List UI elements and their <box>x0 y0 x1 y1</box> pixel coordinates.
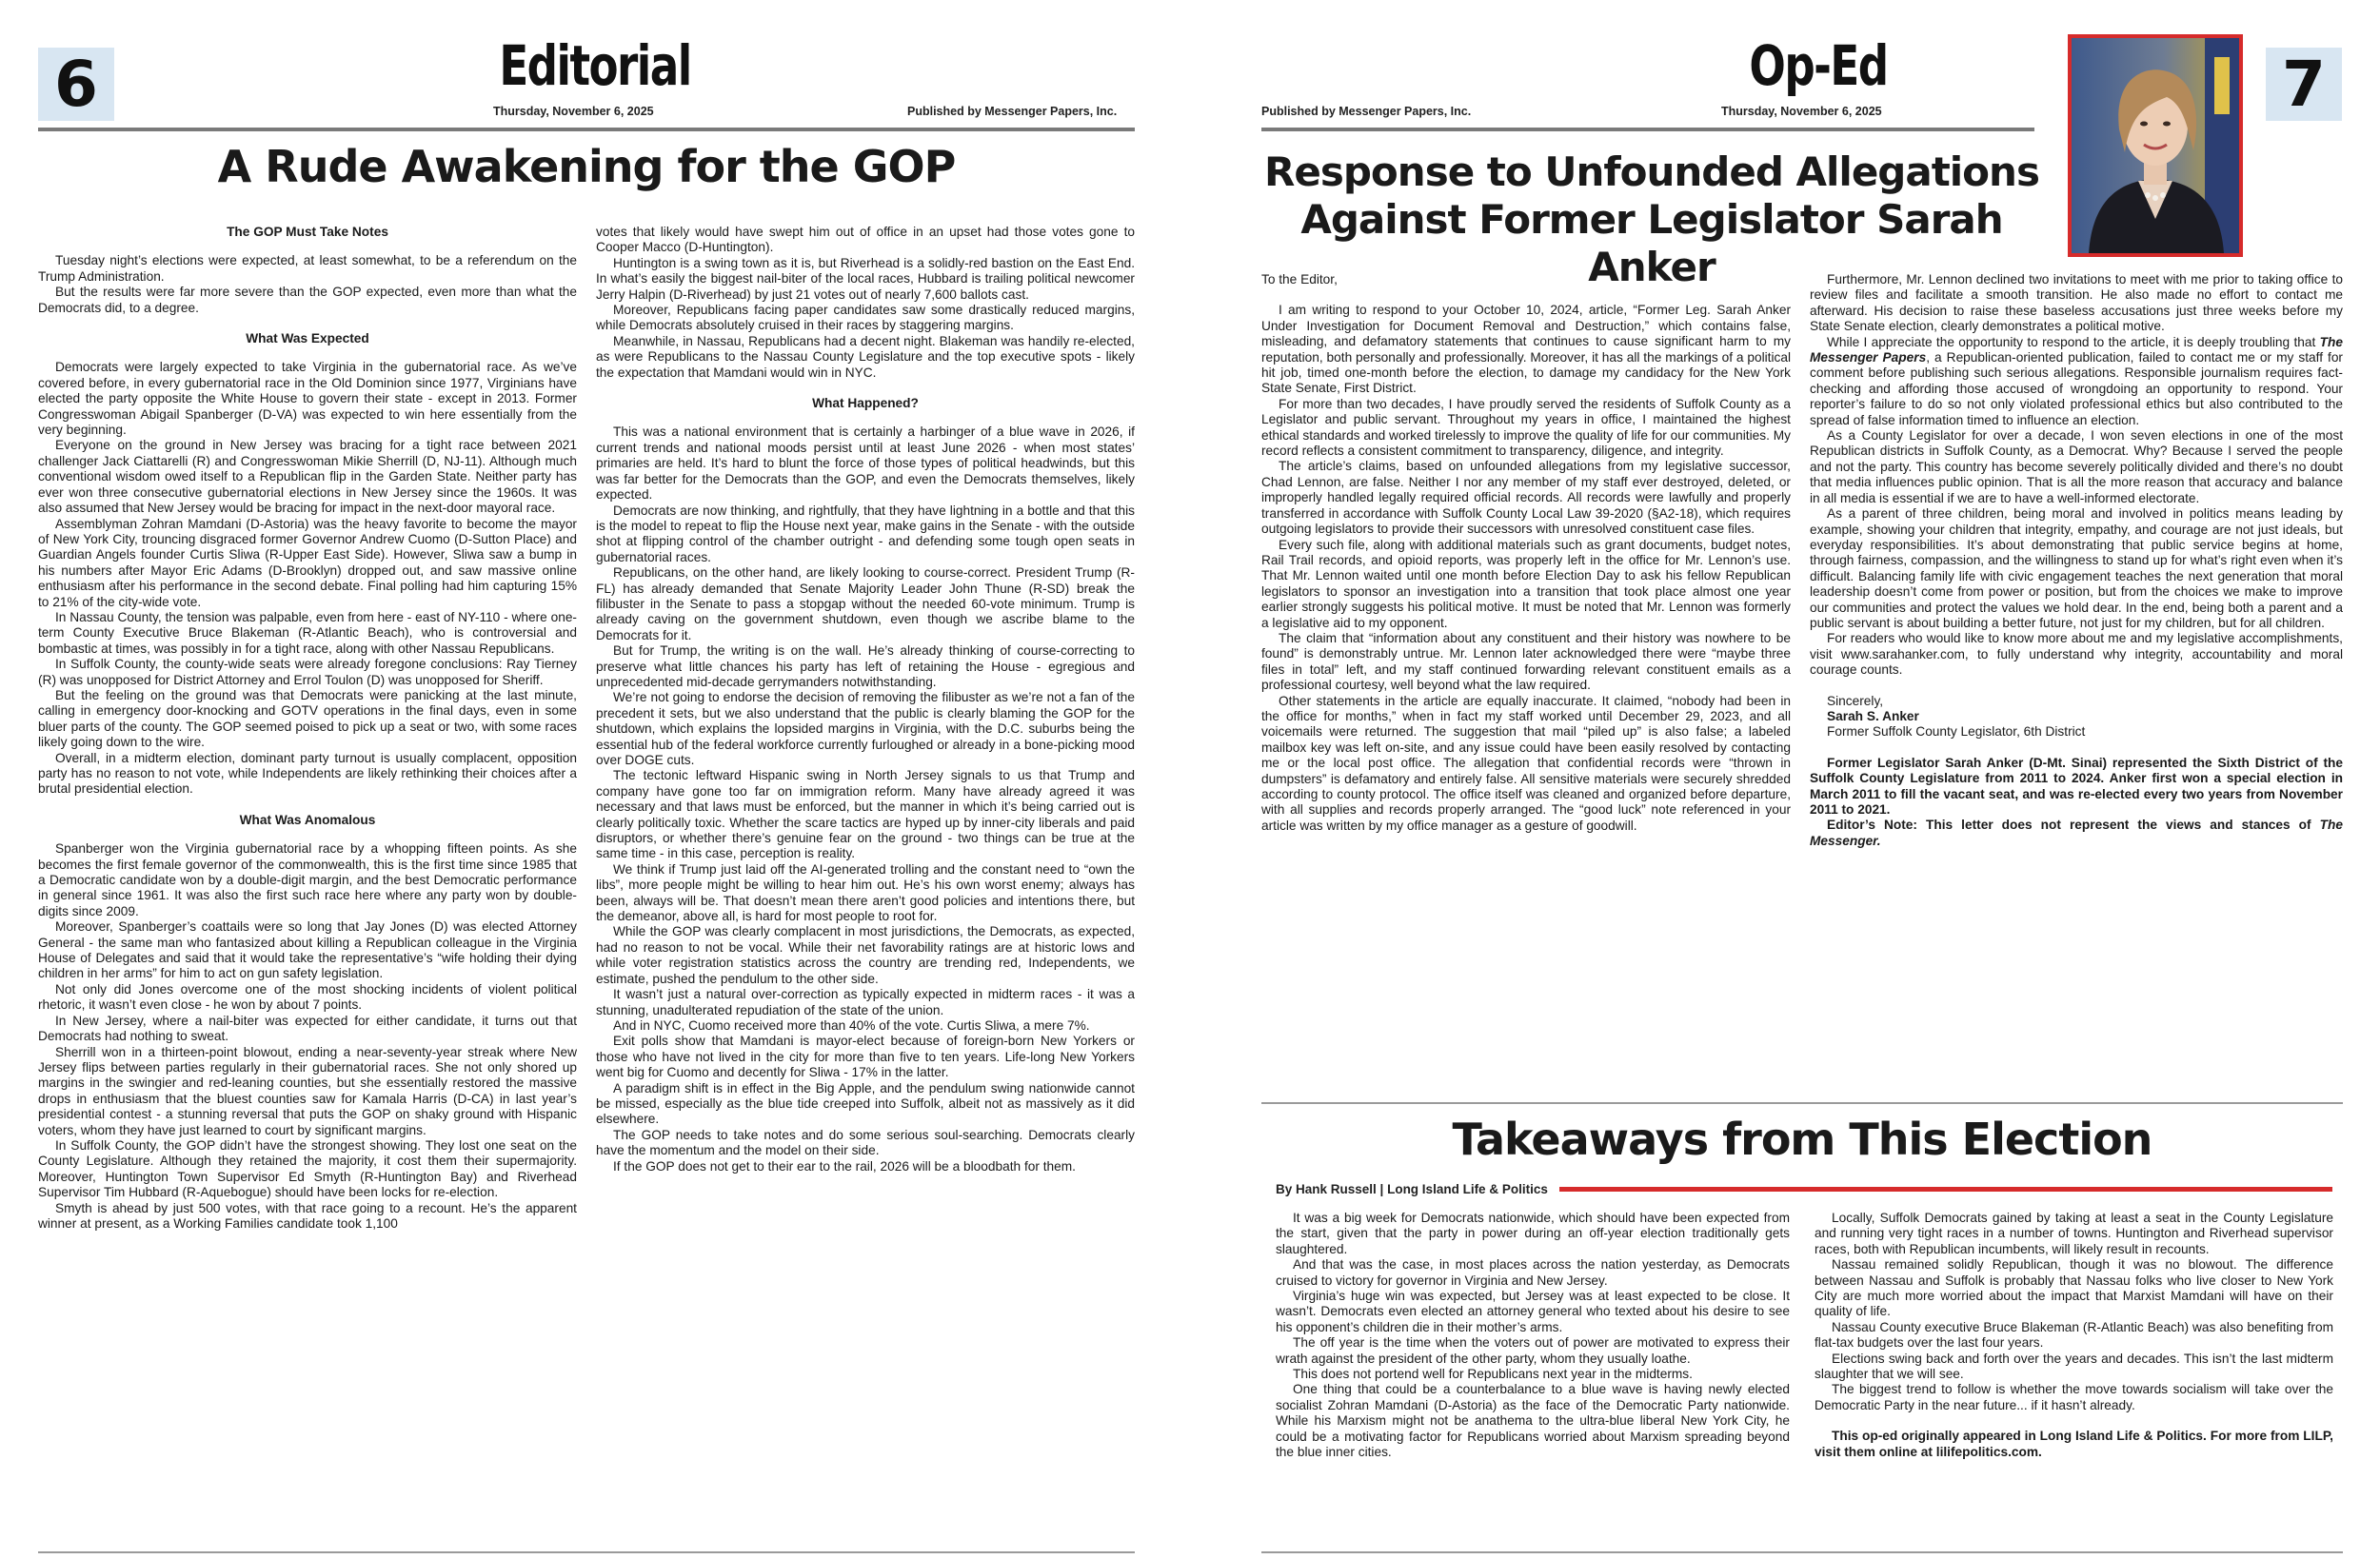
byline-accent-bar <box>1559 1187 2332 1192</box>
footer-rule <box>1261 1551 2343 1553</box>
text-run: Editor’s Note: This letter does not represent the views and stances of <box>1827 818 2320 833</box>
paragraph: For more than two decades, I have proudly served the residents of Suffolk County as a Legislator and public servant. Throughout my years in office, I maintained the highest ethical standards and worked tirelessly to improve the quality of life for our communities. My record reflects a consistent commitment to transparency, diligence, and integrity. <box>1261 396 1791 459</box>
paragraph: While the GOP was clearly complacent in most jurisdictions, the Democrats, as expected, had no reason to not be vocal. While their net favorability ratings are at historic lows and while voter registration statistics across the country are trending red, Independents, we estimate, pushed the pendulum to the other side. <box>596 924 1135 986</box>
letter-column-1 <box>1261 272 1791 1091</box>
letter-column-2 <box>1810 272 2343 1091</box>
paragraph: Not only did Jones overcome one of the most shocking incidents of violent political rhetoric, it wasn’t even close - he won by about 7 points. <box>38 981 577 1013</box>
paragraph: votes that likely would have swept him out of office in an upset had those votes gone to Cooper Macco (D-Huntington). <box>596 225 1135 255</box>
paragraph-gap <box>1815 1413 2333 1429</box>
paragraph-gap <box>1810 679 2343 694</box>
paragraph: To the Editor, <box>1261 272 1338 286</box>
paragraph: The article’s claims, based on unfounded allegations from my legislative successor, Chad Lennon, are false. Neither I nor any member of my staff ever destroyed, deleted, or improperly handled legally required official records. All records were lawfully and properly transferred in accordance with Suffolk County Local Law 39-2020 (§A2-18), which requires outgoing legislators to provide their successors with unresolved constituent case files. <box>1261 459 1791 537</box>
section-title: Editorial <box>499 33 691 98</box>
paragraph: I am writing to respond to your October 10, 2024, article, “Former Leg. Sarah Anker Under Investigation for Document Removal and Destruction,” which contains false, misleading, and defamatory statements that continues to cause significant harm to my reputation, both personally and professionally. Moreover, it has all the markings of a political hit job, timed one-month before the election, to damage my candidacy for the New York State Senate, First District. <box>1261 303 1791 396</box>
page-number: 6 <box>54 48 98 121</box>
subheading: What Was Anomalous <box>239 812 376 827</box>
bold-paragraph: Sarah S. Anker <box>1827 708 1919 723</box>
paragraph: For readers who would like to know more about me and my legislative accomplishments, visit www.sarahanker.com, to fully understand why integrity, accountability and moral courage counts. <box>1810 631 2343 678</box>
publisher-line: Published by Messenger Papers, Inc. <box>907 105 1118 118</box>
paragraph <box>1810 335 2343 428</box>
paragraph: But for Trump, the writing is on the wall. He’s already thinking of course-correcting to preserve what little chances his party has left of retaining the House - egregious and unprecedented mid-decade gerrymanders notwithstanding. <box>596 643 1135 689</box>
paragraph: Tuesday night’s elections were expected, at least somewhat, to be a referendum on the Trump Administration. <box>38 253 577 284</box>
issue-date: Thursday, November 6, 2025 <box>493 105 654 118</box>
portrait-icon <box>2072 38 2239 253</box>
paragraph: If the GOP does not get to their ear to the rail, 2026 will be a bloodbath for them. <box>613 1158 1076 1174</box>
paragraph: Other statements in the article are equally inaccurate. It claimed, “nobody had been in the office for months,” when in fact my staff worked until December 29, 2023, and all voicemails were returned. The suggestion that mail “piled up” is also false; a labeled mailbox key was left on-site, and any issue could have been easily resolved by contacting me or the local post office. The allegation that confidential records were “thrown in dumpsters” is defamatory and entirely false. All sensitive materials were securely shredded according to county protocol. The office itself was cleaned and organized before departure, with all supplies and records properly arranged. The “good luck” note referenced in your article was written by my office manager as a gesture of goodwill. <box>1261 693 1791 833</box>
paragraph: Meanwhile, in Nassau, Republicans had a decent night. Blakeman was handily re-elected, as were Republicans to the Nassau County Legislature and the top executive spots - likely the expectation that Mamdani would win in NYC. <box>596 333 1135 380</box>
text-run: , a Republican-oriented publication, failed to contact me or my staff for comment before publishing such serious allegations. Responsible journalism requires fact-checking and affording those accused of wrongdoing an opportunity to respond. Your reporter’s failure to do so not only violated professional ethics but also contributed to the spread of false information timed to influence an election. <box>1810 350 2343 427</box>
paragraph: In Nassau County, the tension was palpable, even from here - east of NY-110 - where one-term County Executive Bruce Blakeman (R-Atlantic Beach), who is controversial and bombastic at times, was possibly in for a tight race, along with other Nassau Republicans. <box>38 609 577 656</box>
paragraph-gap <box>1261 287 1791 303</box>
paragraph: Everyone on the ground in New Jersey was bracing for a tight race between 2021 challenger Jack Ciattarelli (R) and Congresswoman Mikie Sherrill (D, NJ-11). Although much conventional wisdom owed itself to a Republican flip in the Garden State. Neither party has ever won three consecutive gubernatorial elections in New Jersey since the 1960s. It was also assumed that New Jersey would be bracing for impact in the next-door mayoral race. <box>38 438 577 516</box>
op-ed-headline <box>1261 148 2042 291</box>
paragraph: Overall, in a midterm election, dominant party turnout is usually complacent, opposition party has no reason to not vote, while Independents are likely rethinking their choices after a brutal presidential election. <box>38 750 577 797</box>
paragraph: The off year is the time when the voters out of power are motivated to express their wrath against the president of the other party, whom they usually loathe. <box>1276 1335 1790 1366</box>
paragraph: Sincerely, <box>1827 693 1884 708</box>
paragraph: Nassau County executive Bruce Blakeman (R-Atlantic Beach) was also benefiting from flat-tax budgets over the last four years. <box>1815 1319 2333 1351</box>
section-divider-rule <box>1261 1102 2343 1104</box>
paragraph: The tectonic leftward Hispanic swing in North Jersey signals to us that Trump and company have gone too far on immigration reform. Many have already agreed it was necessary and that laws must be enforced, but the manner in which it’s being carried out is clearly politically toxic. Whether the scare tactics are hyped up by inner-city liberals and paid disruptors, or whether there’s genuine fear on the ground - two things can be true at the same time - in this case, perception is reality. <box>596 768 1135 861</box>
bold-paragraph: Former Legislator Sarah Anker (D-Mt. Sinai) represented the Sixth District of the Suffolk County Legislature from 2011 to 2024. Anker first won a special election in March 2011 to fill the vacant seat, and was re-elected every two years from November 2011 to 2021. <box>1810 755 2343 817</box>
paragraph: It was a big week for Democrats nationwide, which should have been expected from the start, given that the party in power during an off-year election traditionally gets slaughtered. <box>1276 1211 1790 1256</box>
paragraph: One thing that could be a counterbalance to a blue wave is having newly elected socialist Zohran Mamdani (D-Astoria) as the face of the Democratic Party nationwide. While his Marxism might not be anathema to the ultra-blue liberal New York City, he could be a motivating factor for Republicans worried about Marxism spreading beyond the blue inner cities. <box>1276 1382 1790 1460</box>
paragraph: In New Jersey, where a nail-biter was expected for either candidate, it turns out that Democrats had nothing to sweat. <box>38 1013 577 1044</box>
paragraph: Moreover, Spanberger’s coattails were so long that Jay Jones (D) was elected Attorney General - the same man who fantasized about killing a Republican colleague in the Virginia House of Delegates and said that it would take the representative’s “wife holding their dying children in her arms” for him to act on gun safety legislation. <box>38 919 577 981</box>
paragraph: As a parent of three children, being moral and involved in politics means leading by example, showing your children that integrity, empathy, and courage are not just ideals, but everyday responsibilities. It’s about demonstrating that public service begins at home, through fairness, compassion, and the willingness to stand up for what’s right even when it’s difficult. Balancing family life with civic engagement teaches the next generation that moral leadership doesn’t come from power or position, but from the choices we make to improve our communities and protect the values we hold dear. In the end, being both a parent and a public servant is about building a better future, not just for my children, but for all children. <box>1810 506 2343 630</box>
paragraph-gap <box>1810 740 2343 756</box>
paragraph: Furthermore, Mr. Lennon declined two invitations to meet with me prior to taking office to review files and facilitate a smooth transition. He also made no effort to contact me afterward. His decision to raise these baseless accusations just three weeks before my State Senate election, clearly demonstrates a political motive. <box>1810 272 2343 334</box>
editorial-headline: A Rude Awakening for the GOP <box>217 141 956 192</box>
byline-row <box>1276 1182 2332 1196</box>
takeaways-headline: Takeaways from This Election <box>1452 1114 2152 1165</box>
paragraph: Democrats were largely expected to take Virginia in the gubernatorial race. As we’ve covered before, in every gubernatorial race in the Old Dominion since 1977, Virginians have elected the party opposite the White House to govern their state - except in 2013. Former Congresswoman Abigail Spanberger (D-VA) was expected to win here essentially from the very beginning. <box>38 360 577 438</box>
paragraph: But the results were far more severe than the GOP expected, even more than what the Democrats did, to a degree. <box>38 285 577 315</box>
paragraph: This does not portend well for Republicans next year in the midterms. <box>1293 1367 1693 1382</box>
paragraph: Nassau remained solidly Republican, though it was no blowout. The difference between Nassau and Suffolk is probably that Nassau folks who live closer to New York City are much more worried about the impact that Marxist Mamdani will have on their quality of life. <box>1815 1257 2333 1319</box>
paragraph: Sherrill won in a thirteen-point blowout, ending a near-seventy-year streak where New Jersey flips between parties regularly in their gubernatorial races. She not only shored up margins in the swingier and red-leaning counties, but she essentially restored the massive drops in enthusiasm that the bluest counties saw for Kamala Harris (D-CA) in last year’s presidential contest - a stunning reversal that puts the GOP on shaky ground with Hispanic voters, whom they have just learned to court by significant margins. <box>38 1044 577 1137</box>
paragraph: And in NYC, Cuomo received more than 40% of the vote. Curtis Sliwa, a mere 7%. <box>613 1017 1090 1033</box>
editorial-column-1 <box>38 225 577 1462</box>
bold-paragraph: This op-ed originally appeared in Long Island Life & Politics. For more from LILP, visit them online at lilifepolitics.com. <box>1815 1429 2333 1459</box>
paragraph: Former Suffolk County Legislator, 6th District <box>1827 724 2086 740</box>
paragraph: In Suffolk County, the county-wide seats were already foregone conclusions: Ray Tierney (R) was unopposed for District Attorney and Errol Toulon (D) was unopposed for Sheriff. <box>38 657 577 687</box>
subheading: What Happened? <box>812 396 919 411</box>
masthead-rule <box>1261 128 2034 131</box>
paragraph: The claim that “information about any constituent and their history was nowhere to be found” is demonstrably untrue. Mr. Lennon later acknowledged there were “maybe three files in total” left, and my staff continued forwarding relevant constituent emails as a professional courtesy, well beyond what the law required. <box>1261 630 1791 693</box>
publisher-line: Published by Messenger Papers, Inc. <box>1261 105 1472 118</box>
paragraph: Exit polls show that Mamdani is mayor-elect because of foreign-born New Yorkers or those who have not lived in the city for more than five to ten years. Life-long New Yorkers went big for Cuomo and decently for Sliwa - 17% in the latter. <box>596 1034 1135 1080</box>
paragraph: Spanberger won the Virginia gubernatorial race by a whopping fifteen points. As she becomes the first female governor of the commonwealth, this is the first time since 1985 that a Democratic candidate won by a double-digit margin, and the best Democratic performance in general since 1961. It was also the first such race here where any party won by double-digits since 2009. <box>38 841 577 918</box>
paragraph: And that was the case, in most places across the nation yesterday, as Democrats cruised to victory for governor in Virginia and New Jersey. <box>1276 1257 1790 1288</box>
paragraph: The biggest trend to follow is whether the move towards socialism will take over the Democratic Party in the near future... if it hasn’t already. <box>1815 1382 2333 1412</box>
paragraph: Smyth is ahead by just 500 votes, with that race going to a recount. He’s the apparent winner at present, as a Working Families candidate took 1,100 <box>38 1200 577 1231</box>
headline-line-1: Response to Unfounded Allegations <box>1264 148 2039 195</box>
issue-date: Thursday, November 6, 2025 <box>1721 105 1882 118</box>
paragraph: The GOP needs to take notes and do some serious soul-searching. Democrats clearly have the momentum and the model on their side. <box>596 1127 1135 1158</box>
paragraph: This was a national environment that is certainly a harbinger of a blue wave in 2026, if current trends and national moods persist until at least June 2026 - when most states’ primaries are held. It’s hard to blunt the force of those types of political headwinds, but this was far better for the Democrats than the GOP, and even the Democrats themselves, likely expected. <box>596 424 1135 503</box>
paragraph: We’re not going to endorse the decision of removing the filibuster as we’re not a fan of the precedent it sets, but we also understand that the public is clearly blaming the GOP for the shutdown, which explains the lopsided margins in Virginia, with the D.C. suburbs being the essential hub of the federal workforce currently furloughed or already in a bone-picking mood over DOGE cuts. <box>596 690 1135 767</box>
page-number-box <box>38 48 114 121</box>
paragraph: Virginia’s huge win was expected, but Jersey was at least expected to be close. It wasn’t. Democrats even elected an attorney general who texted about his desire to see his opponent’s children die in their mother’s arms. <box>1276 1289 1790 1334</box>
paragraph: Moreover, Republicans facing paper candidates saw some drastically reduced margins, while Democrats absolutely cruised in their races by staggering margins. <box>596 303 1135 333</box>
byline: By Hank Russell | Long Island Life & Politics <box>1276 1182 1548 1196</box>
takeaways-column-2 <box>1815 1211 2333 1544</box>
masthead-rule <box>38 128 1135 131</box>
page-number-box <box>2266 48 2342 121</box>
section-title: Op-Ed <box>1749 33 1888 98</box>
paragraph: A paradigm shift is in effect in the Big Apple, and the pendulum swing nationwide cannot be missed, especially as the blue tide creeped into Suffolk, albeit not as massively as it did elsewhere. <box>596 1080 1135 1127</box>
publication-name: The Messenger. <box>1810 818 2343 848</box>
paragraph: It wasn’t just a natural over-correction as typically expected in midterm races - it was a stunning, unadulterated repudiation of the state of the union. <box>596 987 1135 1017</box>
text-run: While I appreciate the opportunity to respond to the article, it is deeply troubling that <box>1827 334 2320 349</box>
headline-line-2: Against Former Legislator Sarah Anker <box>1300 196 2003 290</box>
subheading: The GOP Must Take Notes <box>227 225 388 239</box>
publication-name: The Messenger Papers <box>1810 334 2343 365</box>
footer-rule <box>38 1551 1135 1553</box>
paragraph: Huntington is a swing town as it is, but Riverhead is a solidly-red bastion on the East End. In what’s easily the biggest nail-biter of the local races, Hubbard is trailing political newcomer Jerry Halpin (D-Riverhead) by just 21 votes out of nearly 7,600 ballots cast. <box>596 255 1135 302</box>
takeaways-column-1 <box>1276 1211 1790 1544</box>
paragraph: Republicans, on the other hand, are likely looking to course-correct. President Trump (R-FL) has already demanded that Senate Majority Leader John Thune (R-SD) break the filibuster in the Senate to pass a stopgap without the needed 60-vote minimum. Trump is already caving on the government shutdown, even though we ascribe blame to the Democrats for it. <box>596 565 1135 642</box>
paragraph: Every such file, along with additional materials such as grant documents, budget notes, Rail Trail records, and opioid reports, was properly left in the office for Mr. Lennon’s use. That Mr. Lennon waited until one month before Election Day to ask his fellow Republican legislators to sponsor an investigation into a transition that took place almost one year earlier strongly suggests his political motive. It must be noted that Mr. Lennon was formerly a legislative aid to my opponent. <box>1261 537 1791 630</box>
portrait-photo <box>2068 34 2243 257</box>
paragraph: Assemblyman Zohran Mamdani (D-Astoria) was the heavy favorite to become the mayor of New York City, trouncing disgraced former Governor Andrew Cuomo (D-Sutton Place) and Guardian Angels founder Curtis Sliwa (R-Upper East Side). However, Sliwa saw a bump in his numbers after Mayor Eric Adams (D-Brooklyn) dropped out, and saw massive online enthusiasm after his performance in the second debate. Final polling had him capturing 15% to 21% of the city-wide vote. <box>38 516 577 609</box>
paragraph: But the feeling on the ground was that Democrats were panicking at the last minute, calling in emergency door-knocking and GOTV operations in the final days, even in some bluer parts of the county. The GOP seemed poised to pick up a seat or two, with some races likely going down to the wire. <box>38 687 577 750</box>
paragraph: As a County Legislator for over a decade, I won seven elections in one of the most Republican districts in Suffolk County, as a Democrat. Why? Because I served the people and not the party. This country has become severely politically divided and there’s no doubt that media influences public opinion. That is all the more reason that accuracy and balance in all media is essential if we are to have a well-informed electorate. <box>1810 428 2343 505</box>
subheading: What Was Expected <box>246 331 369 346</box>
editorial-column-2 <box>596 225 1135 1462</box>
paragraph: Elections swing back and forth over the years and decades. This isn’t the last midterm slaughter that we will see. <box>1815 1351 2333 1382</box>
paragraph: We think if Trump just laid off the AI-generated trolling and the constant need to “own the libs”, more people might be willing to hear him out. He’s his own worst enemy; always has been, always will be. That doesn’t mean there aren’t good policies and intentions there, but the demeanor, above all, is hard for most people to root for. <box>596 861 1135 924</box>
page-number: 7 <box>2282 48 2326 121</box>
paragraph: Locally, Suffolk Democrats gained by taking at least a seat in the County Legislature and running very tight races in a number of towns. Huntington and Riverhead supervisor races, both with Republican incumbents, will likely result in recounts. <box>1815 1211 2333 1256</box>
paragraph: In Suffolk County, the GOP didn’t have the strongest showing. They lost one seat on the County Legislature. Although they retained the majority, it cost them their supermajority. Moreover, Huntington Town Supervisor Ed Smyth (R-Huntington Bay) and Riverhead Supervisor Tim Hubbard (R-Aquebogue) should have been locks for re-election. <box>38 1137 577 1200</box>
paragraph: Democrats are now thinking, and rightfully, that they have lightning in a bottle and that this is the model to repeat to flip the House next year, make gains in the Senate - with the outside shot at flipping control of the chamber outright - and defending some tough open seats in gubernatorial races. <box>596 503 1135 564</box>
paragraph <box>1810 818 2343 849</box>
